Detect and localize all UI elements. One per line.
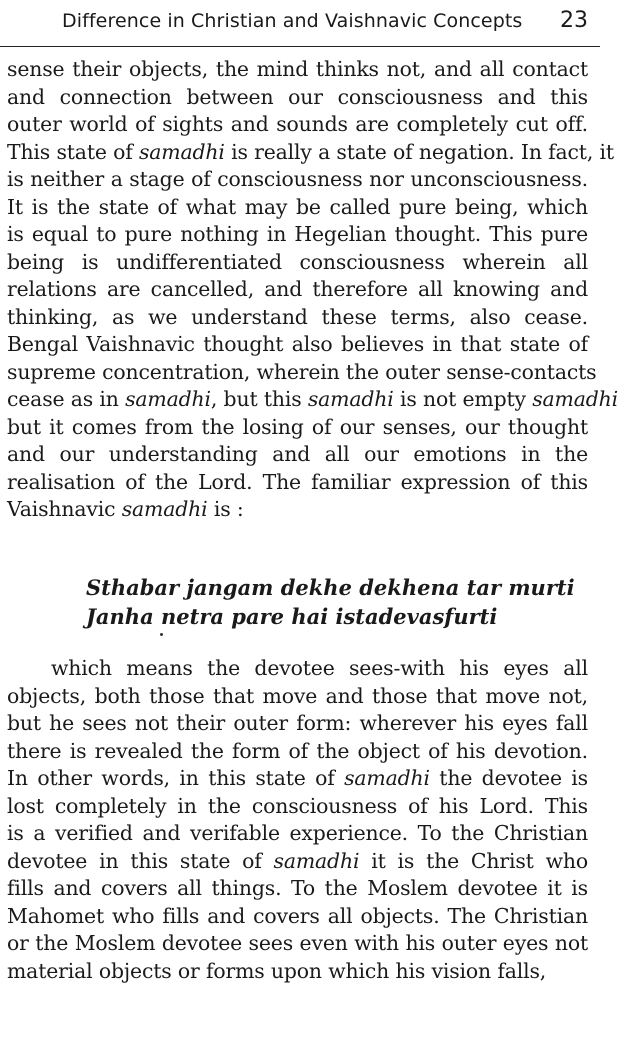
text-run: devotee in this state of bbox=[7, 848, 274, 873]
text-run: but he sees not their outer form: wherever his eyes fall bbox=[7, 711, 588, 735]
italic-term: samadhi bbox=[273, 848, 360, 873]
text-run: is equal to pure nothing in Hegelian thought. This pure bbox=[7, 222, 588, 246]
text-run: being is undifferentiated consciousness wherein all bbox=[7, 249, 588, 274]
text-run: is a verified and verifable experience. To the Christian bbox=[7, 821, 588, 845]
running-header-title: Difference in Christian and Vaishnavic Concepts bbox=[62, 10, 523, 32]
page-number: 23 bbox=[560, 8, 588, 33]
italic-term: samadhi bbox=[138, 139, 225, 164]
verse-quote bbox=[86, 573, 575, 631]
text-line bbox=[7, 194, 588, 222]
text-run: and our understanding and all our emotions in the bbox=[7, 442, 588, 466]
text-run: This state of bbox=[7, 139, 139, 164]
text-line bbox=[7, 304, 588, 332]
text-line bbox=[7, 765, 588, 793]
text-line bbox=[7, 56, 588, 84]
text-line bbox=[7, 111, 588, 139]
text-line bbox=[7, 820, 588, 848]
text-line bbox=[7, 903, 588, 931]
text-line bbox=[7, 166, 588, 194]
text-line bbox=[7, 469, 588, 497]
text-run: it is the Christ who bbox=[359, 848, 588, 873]
text-line bbox=[7, 331, 588, 359]
text-run: realisation of the Lord. The familiar expression of this bbox=[7, 469, 588, 494]
text-line bbox=[7, 359, 597, 387]
text-run: the devotee is bbox=[429, 766, 588, 790]
text-run: In other words, in this state of bbox=[7, 766, 345, 790]
text-run: and connection between our consciousness and this bbox=[7, 84, 588, 109]
text-run: lost completely in the consciousness of his Lord. This bbox=[7, 793, 588, 818]
paragraph-1 bbox=[7, 56, 618, 524]
text-line bbox=[7, 738, 588, 766]
verse-line-1: Sthabar jangam dekhe dekhena tar murti bbox=[86, 575, 575, 600]
text-line bbox=[7, 958, 588, 986]
verse-line-2: Janha netra pare hai istadevasfurti bbox=[86, 604, 498, 629]
text-line bbox=[7, 221, 588, 249]
italic-term: samadhi bbox=[307, 387, 394, 411]
text-run: relations are cancelled, and therefore all knowing and bbox=[7, 277, 588, 301]
text-line bbox=[7, 139, 614, 167]
text-run: fills and covers all things. To the Moslem devotee it is bbox=[7, 876, 588, 900]
running-header bbox=[0, 0, 600, 47]
text-line bbox=[7, 249, 588, 277]
text-line bbox=[7, 683, 588, 711]
text-line bbox=[7, 84, 588, 112]
text-run: Bengal Vaishnavic thought also believes in that state of bbox=[7, 332, 588, 356]
print-speck bbox=[160, 633, 163, 636]
text-run: cease as in bbox=[7, 387, 126, 411]
text-run: supreme concentration, wherein the outer sense-contacts bbox=[7, 359, 597, 384]
text-run: material objects or forms upon which his vision falls, bbox=[7, 958, 547, 983]
text-run: , but this bbox=[210, 387, 308, 411]
text-run: but it comes from the losing of our senses, our thought bbox=[7, 414, 588, 439]
italic-term: samadhi bbox=[121, 497, 208, 521]
text-run: Mahomet who fills and covers all objects. The Christian bbox=[7, 903, 588, 928]
text-run: which means the devotee sees-with his eyes all bbox=[51, 656, 588, 680]
text-run: there is revealed the form of the object of his devotion. bbox=[7, 738, 588, 763]
italic-term: samadhi bbox=[344, 766, 430, 790]
text-line bbox=[7, 386, 618, 414]
text-run: objects, both those that move and those that move not, bbox=[7, 683, 588, 708]
paragraph-2 bbox=[7, 655, 588, 985]
text-run: or the Moslem devotee sees even with his outer eyes not bbox=[7, 931, 588, 955]
text-line bbox=[7, 875, 588, 903]
text-line bbox=[7, 793, 588, 821]
text-run: It is the state of what may be called pure being, which bbox=[7, 194, 588, 219]
text-run: is really a state of negation. In fact, it bbox=[224, 139, 614, 164]
text-run: thinking, as we understand these terms, also cease. bbox=[7, 304, 588, 329]
text-line bbox=[7, 441, 588, 469]
text-run: outer world of sights and sounds are completely cut off. bbox=[7, 112, 588, 136]
text-run: sense their objects, the mind thinks not, and all contact bbox=[7, 57, 588, 81]
text-line bbox=[7, 848, 588, 876]
text-run: is : bbox=[207, 497, 244, 521]
text-run: is neither a stage of consciousness nor unconsciousness. bbox=[7, 167, 588, 191]
italic-term: samadhi bbox=[532, 387, 618, 411]
text-line bbox=[7, 655, 588, 683]
italic-term: samadhi bbox=[125, 387, 211, 411]
text-line bbox=[7, 276, 588, 304]
text-line bbox=[7, 710, 588, 738]
text-run: Vaishnavic bbox=[7, 497, 122, 521]
text-line bbox=[7, 930, 588, 958]
text-run: is not empty bbox=[393, 387, 533, 411]
text-line bbox=[7, 414, 588, 442]
text-line bbox=[7, 496, 588, 524]
